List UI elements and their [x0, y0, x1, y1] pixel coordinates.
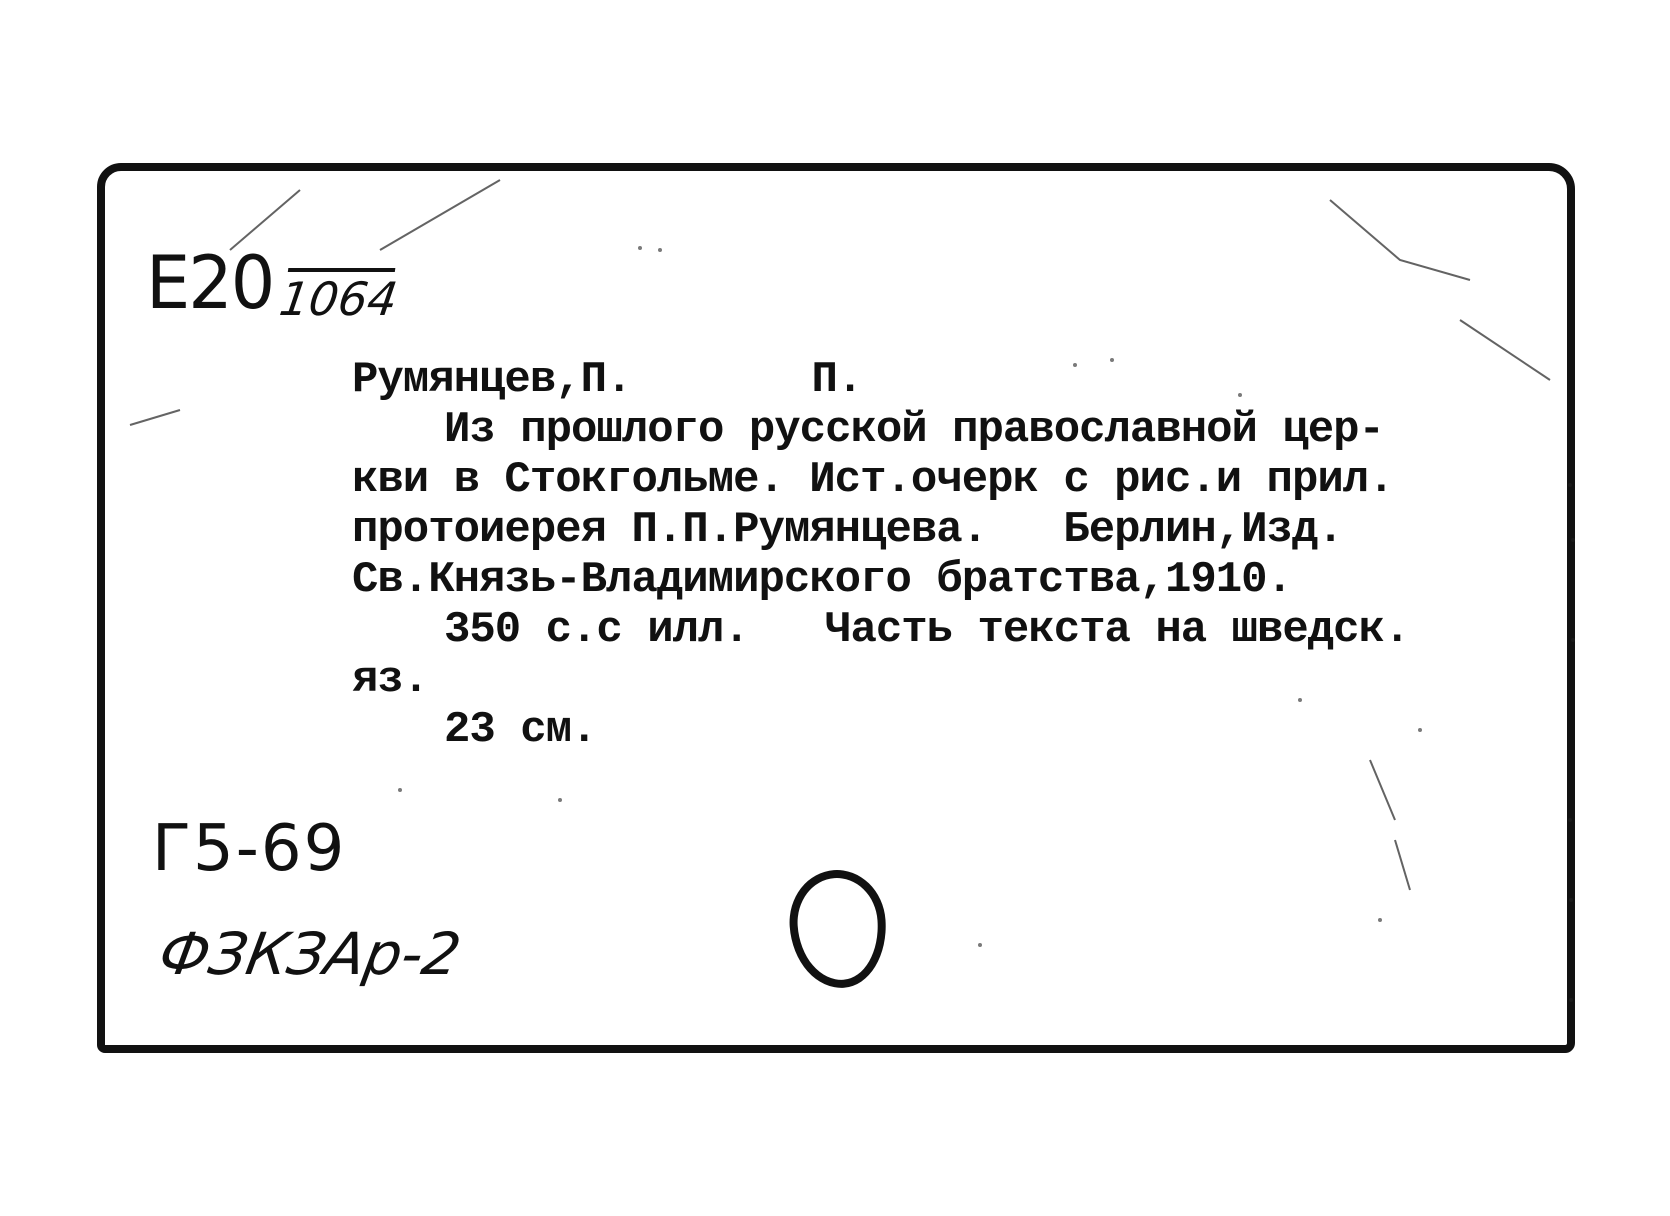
shelf-mark: E20 — [146, 239, 274, 327]
author-line — [352, 355, 1409, 405]
bibliographic-entry — [352, 355, 1409, 755]
handwritten-price: Г5-69 — [152, 812, 347, 886]
description-line: 350 с.с илл. Часть текста на шведск. — [444, 605, 1410, 655]
description-line: Из прошлого русской православной цер- — [444, 405, 1384, 455]
description-line: Св.Князь-Владимирского братства,1910. — [352, 555, 1292, 605]
description-line: яз. — [352, 655, 429, 705]
shelf-mark-number: 1064 — [276, 272, 401, 326]
description-line: кви в Стокгольме. Ист.очерк с рис.и прил. — [352, 455, 1394, 505]
handwritten-code: ФЗКЗАр-2 — [154, 920, 466, 988]
author-initial: П. — [811, 355, 863, 405]
author-name: Румянцев,П. — [352, 355, 632, 405]
description-line: протоиерея П.П.Румянцева. Берлин,Изд. — [352, 505, 1343, 555]
description-line: 23 см. — [444, 705, 597, 755]
